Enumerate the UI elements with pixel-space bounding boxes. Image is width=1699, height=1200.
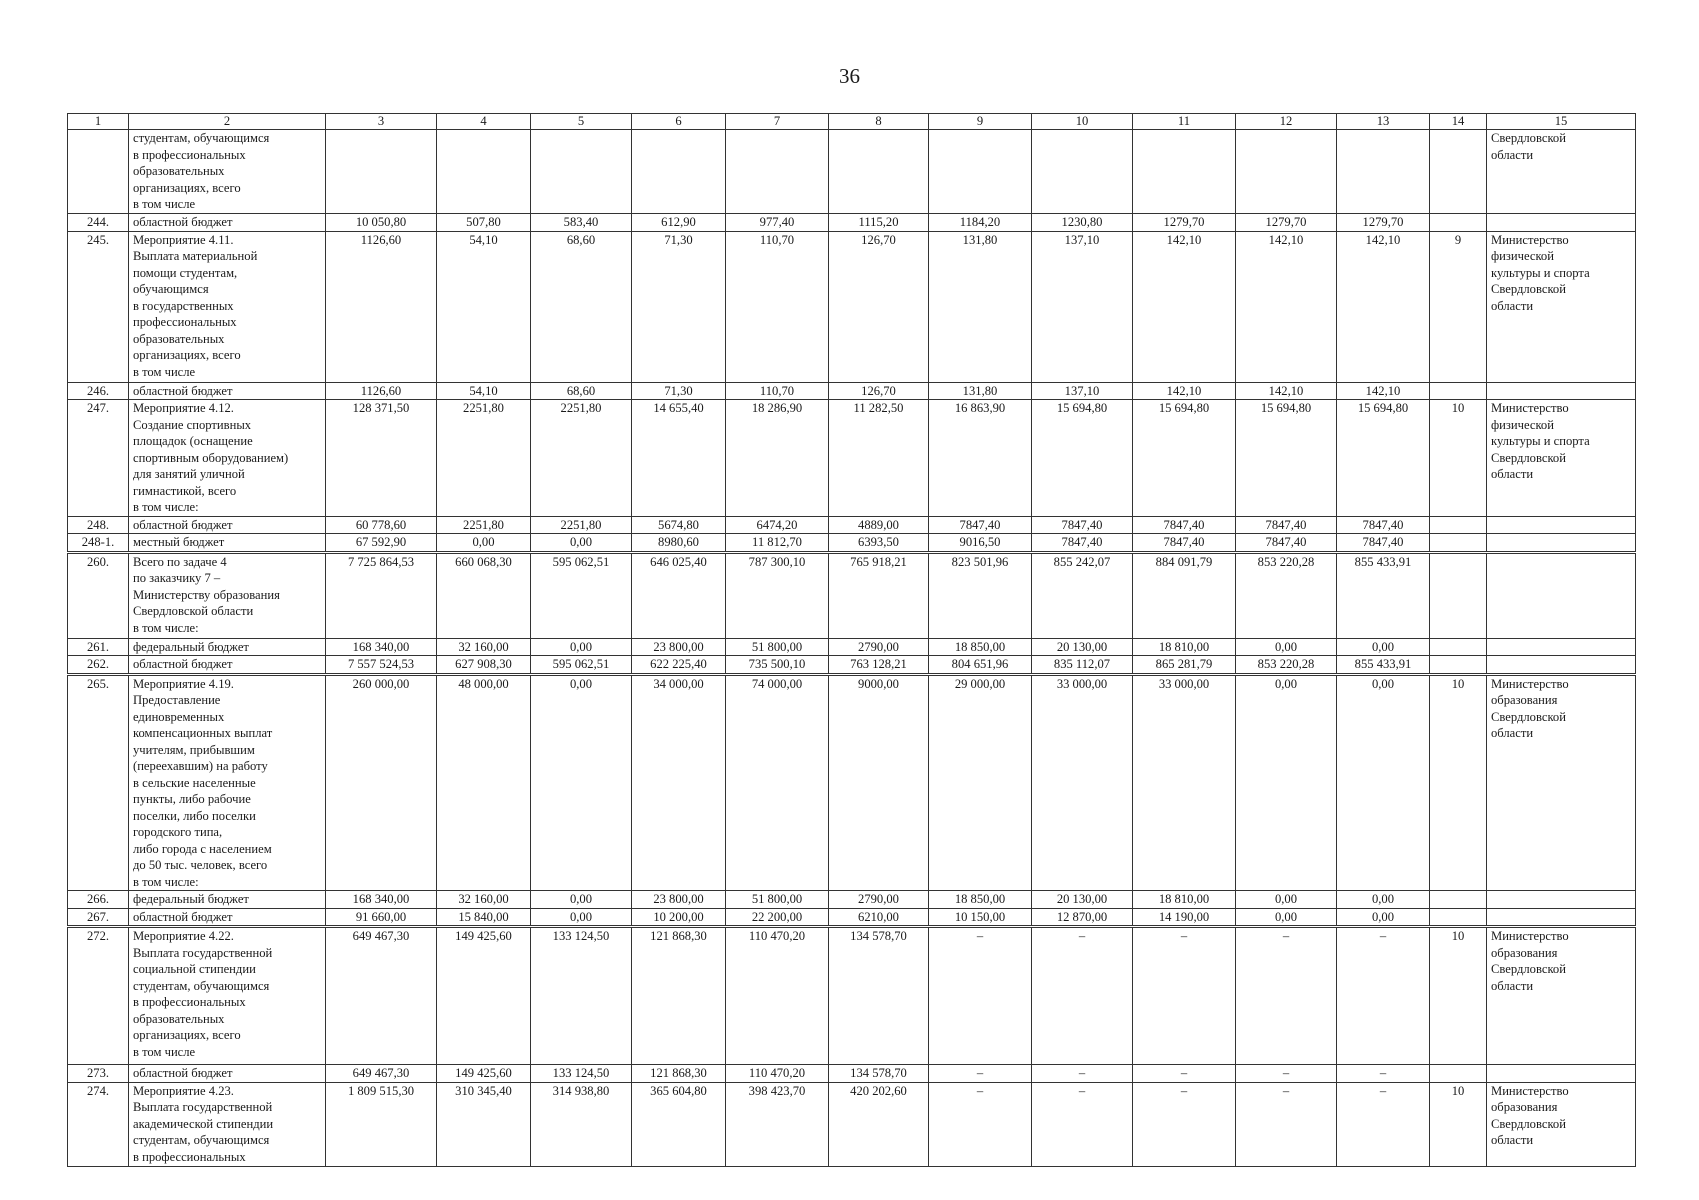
amount-cell: 10 050,80 bbox=[326, 214, 437, 232]
amount-cell: 865 281,79 bbox=[1133, 656, 1236, 675]
amount-cell bbox=[632, 130, 726, 214]
amount-cell: 2251,80 bbox=[437, 516, 531, 534]
amount-cell bbox=[437, 130, 531, 214]
budget-table bbox=[67, 113, 1636, 1167]
amount-cell: 1230,80 bbox=[1032, 214, 1133, 232]
row-number: 262. bbox=[68, 656, 129, 675]
amount-cell: 660 068,30 bbox=[437, 552, 531, 638]
amount-cell bbox=[726, 130, 829, 214]
amount-cell bbox=[326, 130, 437, 214]
amount-cell: – bbox=[1236, 1082, 1337, 1166]
row-description: областной бюджет bbox=[129, 656, 326, 675]
page-number: 36 bbox=[839, 64, 860, 88]
row-number: 244. bbox=[68, 214, 129, 232]
column-header-6: 6 bbox=[632, 114, 726, 130]
amount-cell: 1184,20 bbox=[929, 214, 1032, 232]
table-row bbox=[68, 674, 1636, 891]
amount-cell: 649 467,30 bbox=[326, 927, 437, 1065]
amount-cell: – bbox=[929, 1065, 1032, 1083]
row-number: 246. bbox=[68, 382, 129, 400]
amount-cell: 4889,00 bbox=[829, 516, 929, 534]
amount-cell: 110 470,20 bbox=[726, 1065, 829, 1083]
responsible-executor-cell bbox=[1487, 656, 1636, 675]
target-indicator-cell: 10 bbox=[1430, 400, 1487, 517]
amount-cell: 0,00 bbox=[531, 534, 632, 553]
amount-cell: 110,70 bbox=[726, 231, 829, 382]
amount-cell bbox=[829, 130, 929, 214]
amount-cell: 142,10 bbox=[1133, 382, 1236, 400]
table-row bbox=[68, 638, 1636, 656]
amount-cell: 314 938,80 bbox=[531, 1082, 632, 1166]
amount-cell: 0,00 bbox=[1337, 908, 1430, 927]
amount-cell: – bbox=[929, 1082, 1032, 1166]
column-header-15: 15 bbox=[1487, 114, 1636, 130]
row-description: Мероприятие 4.11. Выплата материальной помощи студентам, обучающимся в государственных профессиональных образовательных организациях, всего в том числе bbox=[129, 231, 326, 382]
amount-cell: 91 660,00 bbox=[326, 908, 437, 927]
amount-cell: 18 850,00 bbox=[929, 891, 1032, 909]
amount-cell: 74 000,00 bbox=[726, 674, 829, 891]
target-indicator-cell: 10 bbox=[1430, 674, 1487, 891]
column-header-9: 9 bbox=[929, 114, 1032, 130]
amount-cell: – bbox=[1032, 927, 1133, 1065]
amount-cell: 0,00 bbox=[437, 534, 531, 553]
responsible-executor-cell: Свердловской области bbox=[1487, 130, 1636, 214]
amount-cell: 142,10 bbox=[1236, 231, 1337, 382]
amount-cell: 12 870,00 bbox=[1032, 908, 1133, 927]
row-description: областной бюджет bbox=[129, 382, 326, 400]
table-row bbox=[68, 656, 1636, 675]
amount-cell: 8980,60 bbox=[632, 534, 726, 553]
responsible-executor-cell bbox=[1487, 534, 1636, 553]
amount-cell: 29 000,00 bbox=[929, 674, 1032, 891]
amount-cell: 15 840,00 bbox=[437, 908, 531, 927]
column-header-11: 11 bbox=[1133, 114, 1236, 130]
row-description: Мероприятие 4.12. Создание спортивных площадок (оснащение спортивным оборудованием) для занятий уличной гимнастикой, всего в том числе: bbox=[129, 400, 326, 517]
amount-cell: 646 025,40 bbox=[632, 552, 726, 638]
amount-cell: 7847,40 bbox=[1337, 534, 1430, 553]
amount-cell: – bbox=[1337, 1065, 1430, 1083]
target-indicator-cell bbox=[1430, 130, 1487, 214]
column-header-5: 5 bbox=[531, 114, 632, 130]
row-number: 267. bbox=[68, 908, 129, 927]
amount-cell: – bbox=[1236, 927, 1337, 1065]
amount-cell: 1 809 515,30 bbox=[326, 1082, 437, 1166]
amount-cell: 787 300,10 bbox=[726, 552, 829, 638]
target-indicator-cell: 10 bbox=[1430, 1082, 1487, 1166]
amount-cell: 67 592,90 bbox=[326, 534, 437, 553]
amount-cell: 853 220,28 bbox=[1236, 656, 1337, 675]
amount-cell: 2790,00 bbox=[829, 638, 929, 656]
amount-cell: 34 000,00 bbox=[632, 674, 726, 891]
amount-cell: 2251,80 bbox=[531, 516, 632, 534]
amount-cell: 649 467,30 bbox=[326, 1065, 437, 1083]
target-indicator-cell: 9 bbox=[1430, 231, 1487, 382]
amount-cell: 855 242,07 bbox=[1032, 552, 1133, 638]
amount-cell: 54,10 bbox=[437, 231, 531, 382]
amount-cell: 168 340,00 bbox=[326, 891, 437, 909]
amount-cell: 18 810,00 bbox=[1133, 891, 1236, 909]
amount-cell: 7 557 524,53 bbox=[326, 656, 437, 675]
amount-cell: 1126,60 bbox=[326, 231, 437, 382]
responsible-executor-cell: Министерство образования Свердловской области bbox=[1487, 674, 1636, 891]
amount-cell: 23 800,00 bbox=[632, 638, 726, 656]
amount-cell: 33 000,00 bbox=[1133, 674, 1236, 891]
amount-cell: 0,00 bbox=[531, 908, 632, 927]
header-row bbox=[68, 114, 1636, 130]
amount-cell: 420 202,60 bbox=[829, 1082, 929, 1166]
responsible-executor-cell bbox=[1487, 382, 1636, 400]
amount-cell: 23 800,00 bbox=[632, 891, 726, 909]
table-row bbox=[68, 516, 1636, 534]
amount-cell: 853 220,28 bbox=[1236, 552, 1337, 638]
amount-cell: 595 062,51 bbox=[531, 552, 632, 638]
responsible-executor-cell: Министерство физической культуры и спорта Свердловской области bbox=[1487, 400, 1636, 517]
amount-cell: 855 433,91 bbox=[1337, 552, 1430, 638]
amount-cell: 18 850,00 bbox=[929, 638, 1032, 656]
amount-cell: 9016,50 bbox=[929, 534, 1032, 553]
target-indicator-cell bbox=[1430, 638, 1487, 656]
amount-cell: 33 000,00 bbox=[1032, 674, 1133, 891]
amount-cell: 0,00 bbox=[1236, 908, 1337, 927]
table-row bbox=[68, 1082, 1636, 1166]
amount-cell: 121 868,30 bbox=[632, 927, 726, 1065]
amount-cell: 10 200,00 bbox=[632, 908, 726, 927]
amount-cell: 15 694,80 bbox=[1133, 400, 1236, 517]
column-header-4: 4 bbox=[437, 114, 531, 130]
amount-cell: 131,80 bbox=[929, 382, 1032, 400]
amount-cell: 10 150,00 bbox=[929, 908, 1032, 927]
amount-cell: 595 062,51 bbox=[531, 656, 632, 675]
amount-cell: 0,00 bbox=[1337, 638, 1430, 656]
table-row bbox=[68, 534, 1636, 553]
amount-cell bbox=[1337, 130, 1430, 214]
row-number bbox=[68, 130, 129, 214]
target-indicator-cell: 10 bbox=[1430, 927, 1487, 1065]
amount-cell bbox=[1236, 130, 1337, 214]
row-number: 266. bbox=[68, 891, 129, 909]
amount-cell: 1126,60 bbox=[326, 382, 437, 400]
amount-cell: 7847,40 bbox=[1133, 534, 1236, 553]
row-description: областной бюджет bbox=[129, 1065, 326, 1083]
responsible-executor-cell bbox=[1487, 1065, 1636, 1083]
amount-cell: 128 371,50 bbox=[326, 400, 437, 517]
amount-cell: 1115,20 bbox=[829, 214, 929, 232]
responsible-executor-cell: Министерство образования Свердловской области bbox=[1487, 1082, 1636, 1166]
amount-cell: 11 812,70 bbox=[726, 534, 829, 553]
amount-cell: 142,10 bbox=[1337, 231, 1430, 382]
amount-cell: 68,60 bbox=[531, 382, 632, 400]
amount-cell: – bbox=[1236, 1065, 1337, 1083]
amount-cell: 9000,00 bbox=[829, 674, 929, 891]
amount-cell: 126,70 bbox=[829, 382, 929, 400]
target-indicator-cell bbox=[1430, 214, 1487, 232]
amount-cell: 823 501,96 bbox=[929, 552, 1032, 638]
target-indicator-cell bbox=[1430, 516, 1487, 534]
amount-cell: 0,00 bbox=[1337, 674, 1430, 891]
amount-cell: 60 778,60 bbox=[326, 516, 437, 534]
amount-cell bbox=[1032, 130, 1133, 214]
row-number: 273. bbox=[68, 1065, 129, 1083]
amount-cell: 6210,00 bbox=[829, 908, 929, 927]
amount-cell: 68,60 bbox=[531, 231, 632, 382]
amount-cell: 71,30 bbox=[632, 231, 726, 382]
amount-cell: 7847,40 bbox=[1236, 534, 1337, 553]
amount-cell: 51 800,00 bbox=[726, 638, 829, 656]
column-header-3: 3 bbox=[326, 114, 437, 130]
amount-cell: 15 694,80 bbox=[1236, 400, 1337, 517]
column-header-1: 1 bbox=[68, 114, 129, 130]
row-number: 265. bbox=[68, 674, 129, 891]
column-header-8: 8 bbox=[829, 114, 929, 130]
amount-cell: 7 725 864,53 bbox=[326, 552, 437, 638]
amount-cell: 0,00 bbox=[1236, 891, 1337, 909]
amount-cell: 735 500,10 bbox=[726, 656, 829, 675]
amount-cell: 0,00 bbox=[531, 638, 632, 656]
amount-cell: 137,10 bbox=[1032, 382, 1133, 400]
amount-cell: 20 130,00 bbox=[1032, 891, 1133, 909]
table-row bbox=[68, 214, 1636, 232]
row-number: 248. bbox=[68, 516, 129, 534]
responsible-executor-cell bbox=[1487, 638, 1636, 656]
amount-cell: 71,30 bbox=[632, 382, 726, 400]
column-header-10: 10 bbox=[1032, 114, 1133, 130]
amount-cell: 32 160,00 bbox=[437, 638, 531, 656]
amount-cell: 18 810,00 bbox=[1133, 638, 1236, 656]
target-indicator-cell bbox=[1430, 552, 1487, 638]
row-description: студентам, обучающимся в профессиональных образовательных организациях, всего в том числе bbox=[129, 130, 326, 214]
amount-cell: 133 124,50 bbox=[531, 1065, 632, 1083]
amount-cell: 134 578,70 bbox=[829, 1065, 929, 1083]
row-number: 261. bbox=[68, 638, 129, 656]
amount-cell: 121 868,30 bbox=[632, 1065, 726, 1083]
column-header-2: 2 bbox=[129, 114, 326, 130]
amount-cell: 32 160,00 bbox=[437, 891, 531, 909]
amount-cell: 20 130,00 bbox=[1032, 638, 1133, 656]
amount-cell: 804 651,96 bbox=[929, 656, 1032, 675]
amount-cell: 765 918,21 bbox=[829, 552, 929, 638]
table-row bbox=[68, 891, 1636, 909]
amount-cell: 142,10 bbox=[1133, 231, 1236, 382]
row-description: местный бюджет bbox=[129, 534, 326, 553]
amount-cell: 14 190,00 bbox=[1133, 908, 1236, 927]
amount-cell: 884 091,79 bbox=[1133, 552, 1236, 638]
responsible-executor-cell bbox=[1487, 552, 1636, 638]
amount-cell: 1279,70 bbox=[1133, 214, 1236, 232]
amount-cell: 18 286,90 bbox=[726, 400, 829, 517]
responsible-executor-cell: Министерство образования Свердловской области bbox=[1487, 927, 1636, 1065]
amount-cell bbox=[1133, 130, 1236, 214]
amount-cell: 51 800,00 bbox=[726, 891, 829, 909]
target-indicator-cell bbox=[1430, 656, 1487, 675]
row-number: 245. bbox=[68, 231, 129, 382]
amount-cell: 365 604,80 bbox=[632, 1082, 726, 1166]
amount-cell: 134 578,70 bbox=[829, 927, 929, 1065]
amount-cell: 6393,50 bbox=[829, 534, 929, 553]
amount-cell: 7847,40 bbox=[1032, 534, 1133, 553]
amount-cell: – bbox=[1337, 927, 1430, 1065]
amount-cell: 2251,80 bbox=[437, 400, 531, 517]
amount-cell: 7847,40 bbox=[1133, 516, 1236, 534]
responsible-executor-cell bbox=[1487, 908, 1636, 927]
amount-cell: 612,90 bbox=[632, 214, 726, 232]
responsible-executor-cell: Министерство физической культуры и спорта Свердловской области bbox=[1487, 231, 1636, 382]
table-row bbox=[68, 130, 1636, 214]
row-description: Всего по задаче 4 по заказчику 7 – Министерству образования Свердловской области в том числе: bbox=[129, 552, 326, 638]
amount-cell: 855 433,91 bbox=[1337, 656, 1430, 675]
row-number: 260. bbox=[68, 552, 129, 638]
amount-cell: 133 124,50 bbox=[531, 927, 632, 1065]
table-row bbox=[68, 231, 1636, 382]
responsible-executor-cell bbox=[1487, 516, 1636, 534]
amount-cell: 131,80 bbox=[929, 231, 1032, 382]
amount-cell: 168 340,00 bbox=[326, 638, 437, 656]
row-number: 247. bbox=[68, 400, 129, 517]
amount-cell: 142,10 bbox=[1337, 382, 1430, 400]
row-description: федеральный бюджет bbox=[129, 891, 326, 909]
table-row bbox=[68, 552, 1636, 638]
amount-cell: – bbox=[1032, 1065, 1133, 1083]
amount-cell: – bbox=[1133, 1065, 1236, 1083]
column-header-12: 12 bbox=[1236, 114, 1337, 130]
amount-cell: 142,10 bbox=[1236, 382, 1337, 400]
amount-cell: 0,00 bbox=[1236, 638, 1337, 656]
amount-cell: – bbox=[1032, 1082, 1133, 1166]
column-header-14: 14 bbox=[1430, 114, 1487, 130]
table-row bbox=[68, 927, 1636, 1065]
amount-cell: 7847,40 bbox=[1236, 516, 1337, 534]
amount-cell: 15 694,80 bbox=[1337, 400, 1430, 517]
row-number: 274. bbox=[68, 1082, 129, 1166]
amount-cell: 2790,00 bbox=[829, 891, 929, 909]
amount-cell: – bbox=[1133, 927, 1236, 1065]
amount-cell: 149 425,60 bbox=[437, 927, 531, 1065]
amount-cell: 137,10 bbox=[1032, 231, 1133, 382]
amount-cell: 126,70 bbox=[829, 231, 929, 382]
amount-cell bbox=[531, 130, 632, 214]
responsible-executor-cell bbox=[1487, 214, 1636, 232]
table-row bbox=[68, 382, 1636, 400]
amount-cell: 5674,80 bbox=[632, 516, 726, 534]
amount-cell: – bbox=[1133, 1082, 1236, 1166]
row-description: областной бюджет bbox=[129, 214, 326, 232]
column-header-13: 13 bbox=[1337, 114, 1430, 130]
row-description: областной бюджет bbox=[129, 516, 326, 534]
amount-cell: 1279,70 bbox=[1337, 214, 1430, 232]
amount-cell: 54,10 bbox=[437, 382, 531, 400]
amount-cell: 7847,40 bbox=[1337, 516, 1430, 534]
amount-cell: – bbox=[929, 927, 1032, 1065]
amount-cell: 15 694,80 bbox=[1032, 400, 1133, 517]
row-description: областной бюджет bbox=[129, 908, 326, 927]
amount-cell: 763 128,21 bbox=[829, 656, 929, 675]
amount-cell: 0,00 bbox=[1236, 674, 1337, 891]
amount-cell: 583,40 bbox=[531, 214, 632, 232]
table-row bbox=[68, 908, 1636, 927]
amount-cell: 11 282,50 bbox=[829, 400, 929, 517]
table-row bbox=[68, 1065, 1636, 1083]
amount-cell: 22 200,00 bbox=[726, 908, 829, 927]
row-description: Мероприятие 4.22. Выплата государственной социальной стипендии студентам, обучающимся в профессиональных образовательных организациях, всего в том числе bbox=[129, 927, 326, 1065]
amount-cell: 2251,80 bbox=[531, 400, 632, 517]
responsible-executor-cell bbox=[1487, 891, 1636, 909]
amount-cell: 835 112,07 bbox=[1032, 656, 1133, 675]
target-indicator-cell bbox=[1430, 891, 1487, 909]
table-row bbox=[68, 400, 1636, 517]
row-number: 272. bbox=[68, 927, 129, 1065]
amount-cell: 1279,70 bbox=[1236, 214, 1337, 232]
amount-cell: 7847,40 bbox=[1032, 516, 1133, 534]
amount-cell: 149 425,60 bbox=[437, 1065, 531, 1083]
amount-cell: – bbox=[1337, 1082, 1430, 1166]
amount-cell: 110,70 bbox=[726, 382, 829, 400]
target-indicator-cell bbox=[1430, 382, 1487, 400]
row-description: Мероприятие 4.19. Предоставление единовременных компенсационных выплат учителям, прибывшим (переехавшим) на работу в сельские населенные пункты, либо рабочие поселки, либо поселки городского типа, либо города с населением до 50 тыс. человек, всего в том числе: bbox=[129, 674, 326, 891]
amount-cell: 310 345,40 bbox=[437, 1082, 531, 1166]
target-indicator-cell bbox=[1430, 534, 1487, 553]
amount-cell: 6474,20 bbox=[726, 516, 829, 534]
amount-cell bbox=[929, 130, 1032, 214]
amount-cell: 0,00 bbox=[531, 674, 632, 891]
row-number: 248-1. bbox=[68, 534, 129, 553]
amount-cell: 14 655,40 bbox=[632, 400, 726, 517]
amount-cell: 622 225,40 bbox=[632, 656, 726, 675]
amount-cell: 0,00 bbox=[1337, 891, 1430, 909]
amount-cell: 48 000,00 bbox=[437, 674, 531, 891]
amount-cell: 977,40 bbox=[726, 214, 829, 232]
row-description: Мероприятие 4.23. Выплата государственной академической стипендии студентам, обучающимся в профессиональных bbox=[129, 1082, 326, 1166]
amount-cell: 627 908,30 bbox=[437, 656, 531, 675]
target-indicator-cell bbox=[1430, 1065, 1487, 1083]
amount-cell: 398 423,70 bbox=[726, 1082, 829, 1166]
row-description: федеральный бюджет bbox=[129, 638, 326, 656]
amount-cell: 16 863,90 bbox=[929, 400, 1032, 517]
amount-cell: 507,80 bbox=[437, 214, 531, 232]
column-header-7: 7 bbox=[726, 114, 829, 130]
target-indicator-cell bbox=[1430, 908, 1487, 927]
amount-cell: 7847,40 bbox=[929, 516, 1032, 534]
amount-cell: 260 000,00 bbox=[326, 674, 437, 891]
amount-cell: 0,00 bbox=[531, 891, 632, 909]
amount-cell: 110 470,20 bbox=[726, 927, 829, 1065]
